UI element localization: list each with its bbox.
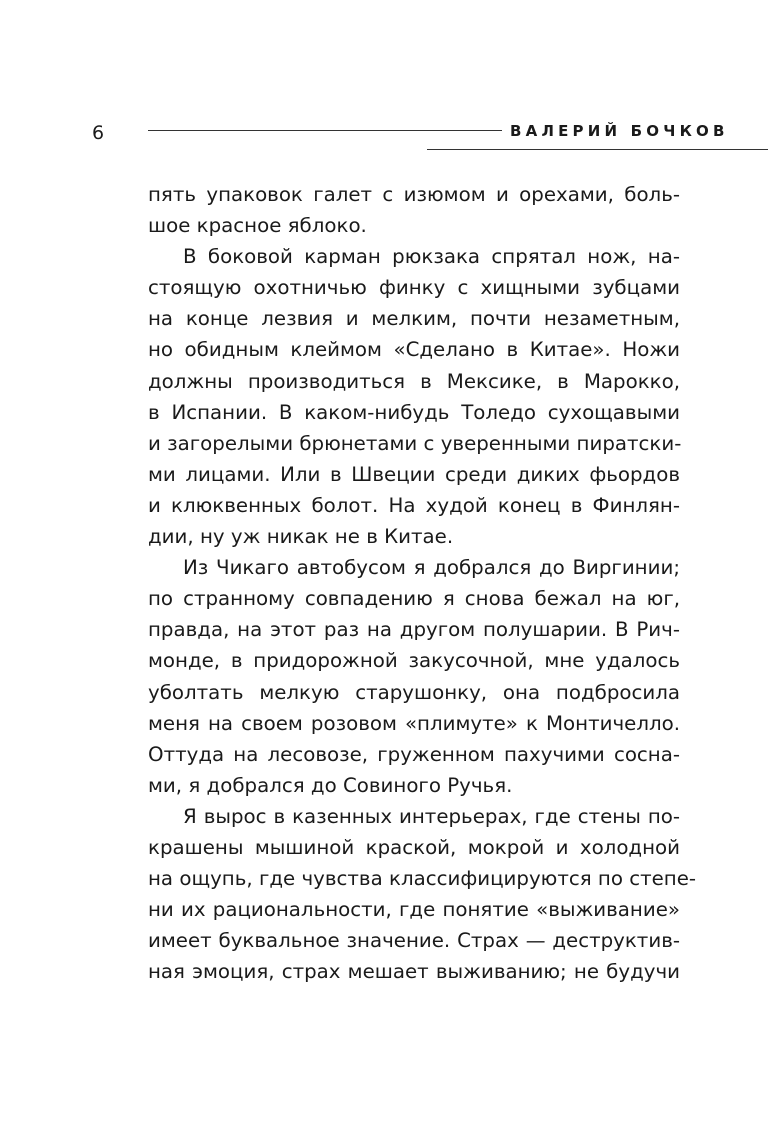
text-line: уболтать мелкую старушонку, она подбросила	[148, 680, 680, 704]
text-line: монде, в придорожной закусочной, мне удалось	[148, 649, 680, 673]
text-line: по странному совпадению я снова бежал на юг,	[148, 587, 680, 611]
text-line: ная эмоция, страх мешает выживанию; не будучи	[148, 960, 680, 984]
text-line: шое красное яблоко.	[148, 214, 367, 238]
text-line: стоящую охотничью финку с хищными зубцами	[148, 276, 680, 300]
text-line: но обидным клеймом «Сделано в Китае». Ножи	[148, 338, 680, 362]
text-line: ми, я добрался до Совиного Ручья.	[148, 773, 513, 797]
text-line: ми лицами. Или в Швеции среди диких фьордов	[148, 462, 680, 486]
running-header-author: ВАЛЕРИЙ БОЧКОВ	[510, 122, 729, 140]
text-line: должны производиться в Мексике, в Марокко,	[148, 369, 680, 393]
text-line: на ощупь, где чувства классифицируются по степе-	[148, 867, 697, 891]
header-rule-right	[427, 149, 768, 150]
text-line: Оттуда на лесовозе, груженном пахучими сосна-	[148, 742, 680, 766]
text-line: правда, на этот раз на другом полушарии. В Рич-	[148, 618, 680, 642]
text-line: ни их рациональности, где понятие «выживание»	[148, 898, 680, 922]
text-line: крашены мышиной краской, мокрой и холодной	[148, 835, 680, 859]
text-line: меня на своем розовом «плимуте» к Монтичелло.	[148, 711, 680, 735]
text-line: и загорелыми брюнетами с уверенными пиратски-	[148, 431, 682, 455]
text-line: пять упаковок галет с изюмом и орехами, боль-	[148, 183, 680, 206]
header-rule-left	[148, 130, 502, 131]
text-line: на конце лезвия и мелким, почти незаметным,	[148, 307, 680, 331]
text-line: имеет буквальное значение. Страх — деструктив-	[148, 929, 680, 953]
text-line: Я вырос в казенных интерьерах, где стены по-	[183, 804, 680, 828]
page-number: 6	[92, 122, 105, 144]
text-line: и клюквенных болот. На худой конец в Финлян-	[148, 493, 680, 517]
text-line: Из Чикаго автобусом я добрался до Виргинии;	[183, 556, 680, 580]
text-line: в Испании. В каком-нибудь Толедо сухощавыми	[148, 400, 680, 424]
text-line: дии, ну уж никак не в Китае.	[148, 525, 454, 549]
body-text	[148, 179, 697, 987]
text-line: В боковой карман рюкзака спрятал нож, на-	[183, 245, 680, 269]
